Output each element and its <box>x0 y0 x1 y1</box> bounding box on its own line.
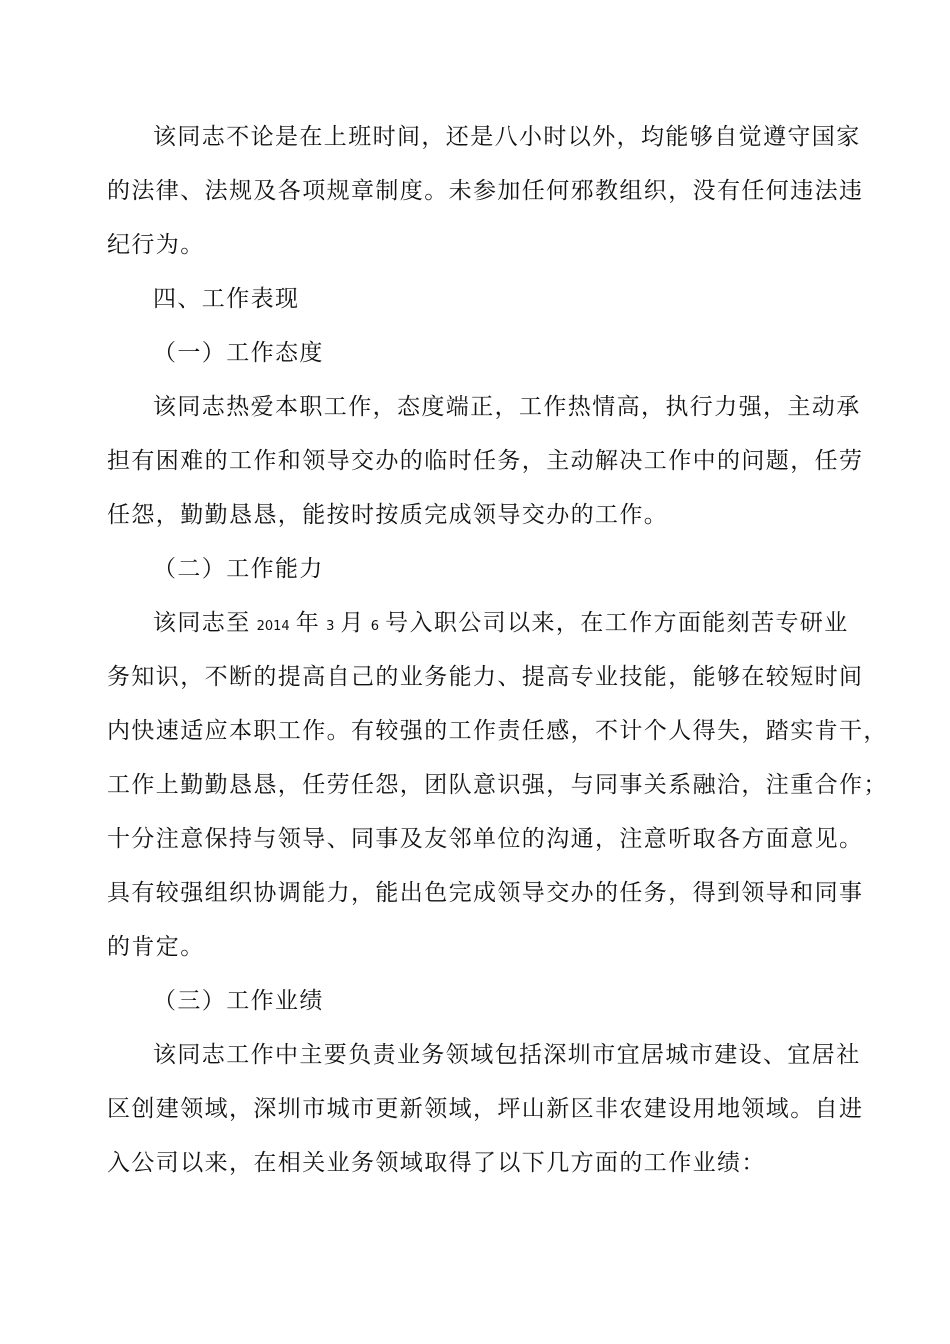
paragraph-line: 该同志不论是在上班时间，还是八小时以外，均能够自觉遵守国家 <box>153 124 861 150</box>
subsection-heading: （三）工作业绩 <box>153 988 324 1014</box>
paragraph-line: 纪行为。 <box>107 232 205 258</box>
paragraph-line: 的肯定。 <box>107 934 205 960</box>
paragraph-line: 十分注意保持与领导、同事及友邻单位的沟通，注意听取各方面意见。 <box>107 826 864 852</box>
date-year: 2014 <box>256 619 290 634</box>
date-day: 6 <box>370 619 380 634</box>
subsection-heading: （一）工作态度 <box>153 340 324 366</box>
paragraph-line: 该同志工作中主要负责业务领域包括深圳市宜居城市建设、宜居社 <box>153 1042 861 1068</box>
text-segment: 号入职公司以来，在工作方面能刻苦专研业 <box>385 610 849 636</box>
paragraph-line: 内快速适应本职工作。有较强的工作责任感，不计个人得失，踏实肯干， <box>107 718 888 744</box>
paragraph-line: 入公司以来，在相关业务领域取得了以下几方面的工作业绩： <box>107 1150 766 1176</box>
paragraph-line: 区创建领域，深圳市城市更新领域，坪山新区非农建设用地领域。自进 <box>107 1096 864 1122</box>
text-segment: 该同志至 <box>153 610 251 636</box>
paragraph-line: 该同志热爱本职工作，态度端正，工作热情高，执行力强，主动承 <box>153 394 861 420</box>
paragraph-line: 工作上勤勤恳恳，任劳任怨，团队意识强，与同事关系融洽，注重合作； <box>107 772 888 798</box>
text-segment: 年 <box>295 610 321 636</box>
subsection-heading: （二）工作能力 <box>153 556 324 582</box>
paragraph-line: 任怨，勤勤恳恳，能按时按质完成领导交办的工作。 <box>107 502 669 528</box>
paragraph-line: 务知识，不断的提高自己的业务能力、提高专业技能，能够在较短时间 <box>107 664 864 690</box>
paragraph-line: 具有较强组织协调能力，能出色完成领导交办的任务，得到领导和同事 <box>107 880 864 906</box>
paragraph-line: 担有困难的工作和领导交办的临时任务，主动解决工作中的问题，任劳 <box>107 448 864 474</box>
section-heading: 四、工作表现 <box>153 286 300 312</box>
paragraph-line <box>153 608 950 642</box>
text-segment: 月 <box>340 610 365 636</box>
date-month: 3 <box>326 619 335 634</box>
paragraph-line: 的法律、法规及各项规章制度。未参加任何邪教组织，没有任何违法违 <box>107 178 864 204</box>
